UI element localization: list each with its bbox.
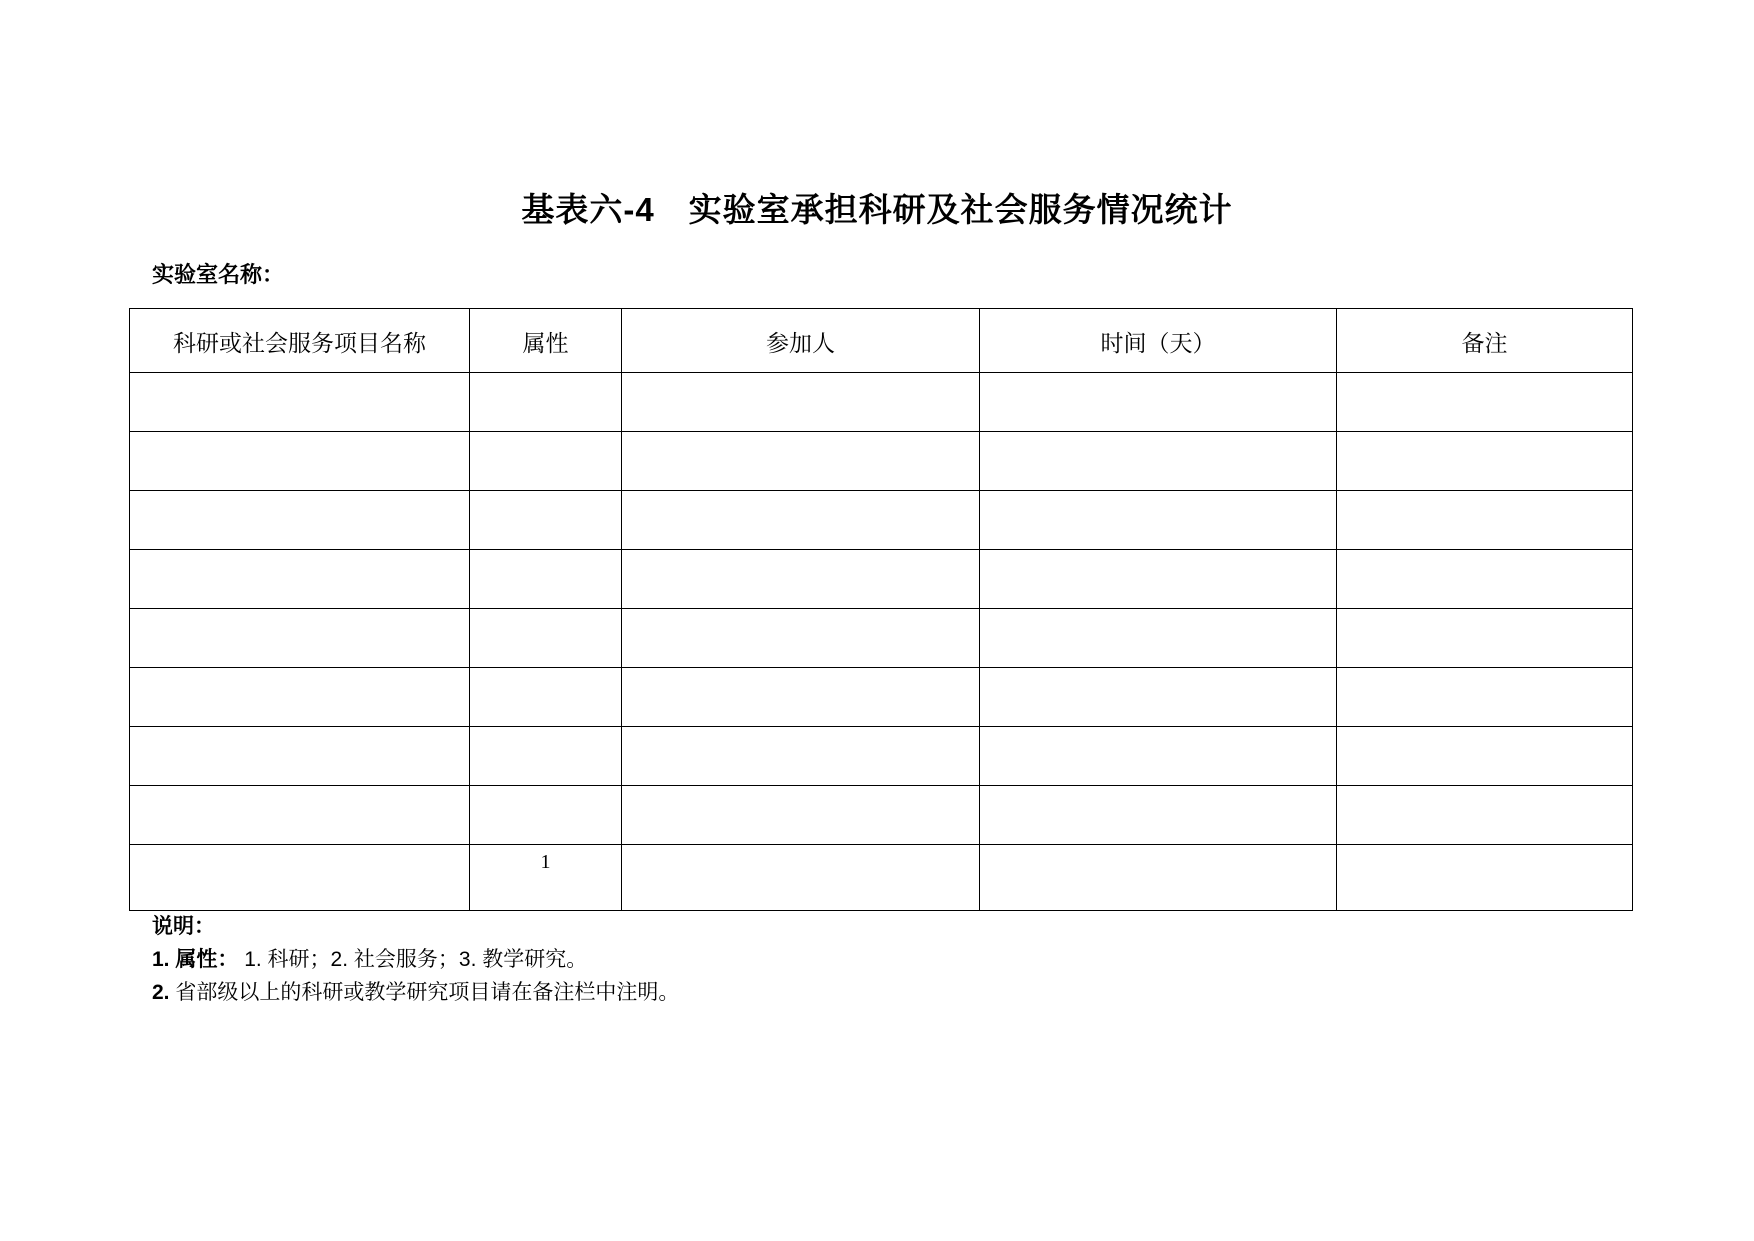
table-cell bbox=[470, 668, 622, 727]
table-cell bbox=[130, 432, 470, 491]
column-header-remarks: 备注 bbox=[1337, 309, 1633, 373]
table-cell bbox=[622, 373, 980, 432]
table-cell bbox=[980, 845, 1337, 911]
table-header-row bbox=[130, 309, 1633, 373]
table-cell bbox=[1337, 609, 1633, 668]
table-cell bbox=[622, 786, 980, 845]
note-item-1-number: 1. bbox=[152, 948, 170, 971]
table-cell bbox=[470, 550, 622, 609]
page-number: 1 bbox=[540, 851, 551, 873]
note-item-2-text: 省部级以上的科研或教学研究项目请在备注栏中注明。 bbox=[175, 981, 680, 1004]
table-row bbox=[130, 491, 1633, 550]
table-cell bbox=[1337, 727, 1633, 786]
table-cell bbox=[130, 491, 470, 550]
table-cell bbox=[980, 550, 1337, 609]
table-cell bbox=[130, 668, 470, 727]
table-cell bbox=[622, 668, 980, 727]
table-row bbox=[130, 727, 1633, 786]
table-cell bbox=[622, 550, 980, 609]
table-cell bbox=[1337, 550, 1633, 609]
table-cell bbox=[980, 373, 1337, 432]
table-cell bbox=[622, 845, 980, 911]
table-cell bbox=[130, 727, 470, 786]
table-cell bbox=[980, 491, 1337, 550]
table-row bbox=[130, 609, 1633, 668]
table-cell bbox=[980, 668, 1337, 727]
table-cell bbox=[1337, 373, 1633, 432]
table-cell bbox=[470, 432, 622, 491]
table-cell bbox=[470, 845, 622, 911]
notes-heading: 说明： bbox=[152, 915, 215, 938]
table-cell bbox=[1337, 491, 1633, 550]
table-cell bbox=[980, 727, 1337, 786]
table-cell bbox=[622, 727, 980, 786]
table-row bbox=[130, 668, 1633, 727]
table-row bbox=[130, 550, 1633, 609]
column-header-attribute: 属性 bbox=[470, 309, 622, 373]
note-item-2 bbox=[152, 976, 679, 1009]
table-cell bbox=[1337, 845, 1633, 911]
table-cell bbox=[130, 609, 470, 668]
note-item-1-text: 1. 科研；2. 社会服务；3. 教学研究。 bbox=[238, 948, 588, 971]
page-title: 基表六-4 实验室承担科研及社会服务情况统计 bbox=[521, 191, 1233, 228]
table-cell bbox=[980, 609, 1337, 668]
table-cell bbox=[622, 491, 980, 550]
table-row bbox=[130, 373, 1633, 432]
lab-name-label: 实验室名称： bbox=[152, 262, 285, 287]
column-header-time-days: 时间（天） bbox=[980, 309, 1337, 373]
table-cell bbox=[1337, 432, 1633, 491]
notes-section bbox=[152, 910, 679, 1009]
table-row bbox=[130, 786, 1633, 845]
column-header-participants: 参加人 bbox=[622, 309, 980, 373]
table-cell bbox=[1337, 668, 1633, 727]
table-row bbox=[130, 845, 1633, 911]
note-item-2-number: 2. bbox=[152, 981, 170, 1004]
table-cell bbox=[470, 373, 622, 432]
table-cell bbox=[470, 727, 622, 786]
table-cell bbox=[130, 845, 470, 911]
table-cell bbox=[130, 550, 470, 609]
table-cell bbox=[1337, 786, 1633, 845]
table-cell bbox=[980, 786, 1337, 845]
table-cell bbox=[470, 491, 622, 550]
table-cell bbox=[130, 373, 470, 432]
note-item-1 bbox=[152, 943, 679, 976]
table-cell bbox=[470, 609, 622, 668]
table-cell bbox=[980, 432, 1337, 491]
table-row bbox=[130, 432, 1633, 491]
table-cell bbox=[622, 609, 980, 668]
table-cell bbox=[622, 432, 980, 491]
table-cell bbox=[470, 786, 622, 845]
column-header-project-name: 科研或社会服务项目名称 bbox=[130, 309, 470, 373]
note-item-1-label: 属性： bbox=[175, 948, 239, 971]
table-cell bbox=[130, 786, 470, 845]
stats-table bbox=[129, 308, 1633, 911]
